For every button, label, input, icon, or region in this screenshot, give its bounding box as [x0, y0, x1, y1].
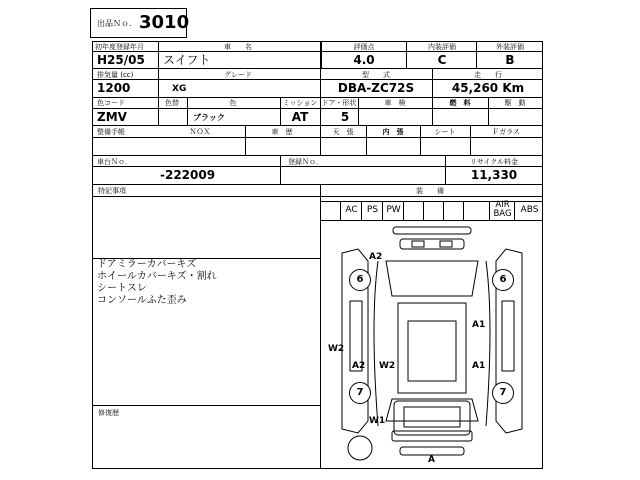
color-code-label: 色コード: [97, 99, 125, 107]
recycle-fee-label: リサイクル料金: [469, 158, 519, 166]
car-name-label: 車 名: [224, 43, 252, 51]
tire-rear-right: 7: [492, 382, 514, 404]
equipment-abs: ABS: [514, 201, 544, 220]
model-code-value: DBA-ZC72S: [337, 81, 415, 95]
mark-front-a2: A2: [369, 252, 383, 262]
equipment-slot: [443, 201, 464, 220]
rule: [92, 155, 543, 156]
grille-outline: [400, 239, 464, 249]
fuel-label: 燃 料: [449, 99, 471, 107]
rule: [92, 166, 543, 167]
exterior-grade-label: 外装評価: [496, 43, 524, 51]
recycle-fee-value: 11,330: [470, 168, 518, 182]
grade-label: グレード: [224, 71, 252, 79]
equipment-slot: [423, 201, 444, 220]
rule: [320, 125, 321, 155]
interior-trim-label: 内 張: [382, 128, 404, 136]
repair-history-label: 修復歴: [98, 409, 119, 417]
rule: [187, 97, 188, 125]
note-line: シートスレ: [97, 283, 147, 294]
rule: [92, 125, 543, 126]
note-line: コンソールふた歪み: [97, 295, 187, 306]
maintenance-book-label: 整備手帳: [97, 128, 125, 136]
model-code-label: 型 式: [362, 71, 390, 79]
rule: [158, 68, 159, 97]
chassis-number-value: -222009: [160, 168, 216, 182]
registration-value: H25/05: [97, 53, 145, 67]
mileage-label: 走 行: [474, 71, 502, 79]
listing-number: 3010: [139, 12, 190, 33]
mission-label: ミッション: [282, 99, 318, 107]
rear-bumper-outline: [392, 431, 472, 441]
rule: [280, 97, 281, 125]
rule: [358, 97, 359, 125]
rule: [158, 41, 159, 68]
score-value: 4.0: [353, 53, 375, 67]
cabin-outline: [408, 321, 456, 381]
color-label: 色: [229, 99, 237, 107]
equipment-slot: [463, 201, 484, 220]
nox-label: ＮＯＸ: [189, 128, 211, 136]
equipment-airbag: AIR BAG: [489, 201, 515, 220]
mark-left-w2: W2: [328, 344, 345, 354]
mark-lower-a2: A2: [352, 361, 366, 371]
rule: [92, 97, 543, 98]
left-body-line: [374, 261, 378, 426]
grade-value: XG: [172, 84, 187, 94]
doors-label: ドア・形状: [321, 99, 357, 107]
rule: [92, 79, 543, 80]
mark-center-w2: W2: [379, 361, 396, 371]
rule: [92, 68, 543, 69]
spare-tire-outline: [348, 436, 372, 460]
seat-label: シート: [434, 128, 456, 136]
right-headlight-outline: [440, 241, 452, 247]
equipment-ac: AC: [340, 201, 362, 220]
special-notes-label: 特記事項: [98, 187, 126, 195]
equipment-slot: [320, 201, 341, 220]
rule: [92, 405, 320, 406]
rear-hatch-outline: [394, 401, 470, 435]
note-line: ドアミラーカバーキズ: [97, 259, 197, 270]
rule: [470, 125, 471, 155]
interior-grade-label: 内装評価: [428, 43, 456, 51]
rule: [320, 68, 321, 97]
rule: [420, 125, 421, 155]
drive-label: 駆 動: [504, 99, 526, 107]
rule: [158, 97, 159, 125]
score-label: 評価点: [353, 43, 375, 51]
tire-front-right: 6: [492, 269, 514, 291]
chassis-number-label: 車台Ｎｏ．: [97, 158, 132, 166]
equipment-pw: PW: [382, 201, 404, 220]
car-name-value: スイフト: [163, 53, 211, 67]
rear-window-outline: [404, 407, 460, 427]
rule: [406, 41, 407, 68]
exterior-grade-value: B: [505, 53, 515, 67]
color-change-label: 色替: [165, 99, 179, 107]
headliner-label: 天 張: [332, 128, 354, 136]
mark-right-a1-lower: A1: [472, 361, 486, 371]
registration-label: 初年度登録年月: [95, 43, 144, 51]
listing-number-box: [90, 8, 190, 38]
listing-label: 出品Ｎｏ．: [97, 19, 137, 28]
equipment-slot: [403, 201, 424, 220]
displacement-value: 1200: [97, 81, 131, 95]
rule: [92, 196, 543, 197]
mark-w1: W1: [369, 416, 386, 426]
rule: [321, 41, 322, 68]
rule: [476, 41, 477, 68]
mission-value: AT: [291, 110, 309, 124]
front-bumper-outline: [393, 227, 471, 234]
color-value: ブラック: [193, 113, 225, 122]
rule: [366, 125, 367, 155]
rule: [445, 155, 446, 184]
rule: [245, 125, 246, 155]
doors-value: 5: [340, 110, 350, 124]
left-headlight-outline: [412, 241, 424, 247]
car-diagram: [320, 221, 543, 469]
mileage-value: 45,260 Km: [451, 81, 525, 95]
inspection-label: 車 検: [384, 99, 406, 107]
equipment-label: 装 備: [416, 187, 444, 195]
rule: [92, 184, 543, 185]
mark-right-a1-upper: A1: [472, 320, 486, 330]
note-line: ホイールカバーキズ・割れ: [97, 271, 217, 282]
interior-grade-value: C: [437, 53, 447, 67]
rule: [92, 108, 543, 109]
special-notes-list: [97, 259, 217, 307]
rule: [488, 97, 489, 125]
rule: [92, 137, 543, 138]
vehicle-history-label: 車 歴: [271, 128, 293, 136]
tire-front-left: 6: [349, 269, 371, 291]
rear-lower-bumper-outline: [400, 447, 464, 455]
rear-glass-outline: [386, 399, 478, 421]
rule: [432, 68, 433, 97]
displacement-label: 排気量 (cc): [97, 71, 134, 79]
rule: [280, 155, 281, 184]
tire-rear-left: 7: [349, 382, 371, 404]
right-door-outline: [502, 301, 514, 371]
equipment-ps: PS: [361, 201, 383, 220]
rule: [432, 97, 433, 125]
color-code-value: ZMV: [97, 110, 127, 124]
front-glass-label: Ｆガラス: [492, 128, 520, 136]
windshield-outline: [386, 261, 478, 296]
registration-number-label: 登録Ｎｏ．: [288, 158, 323, 166]
mark-rear-a: A: [428, 455, 435, 465]
right-body-line: [486, 261, 490, 426]
